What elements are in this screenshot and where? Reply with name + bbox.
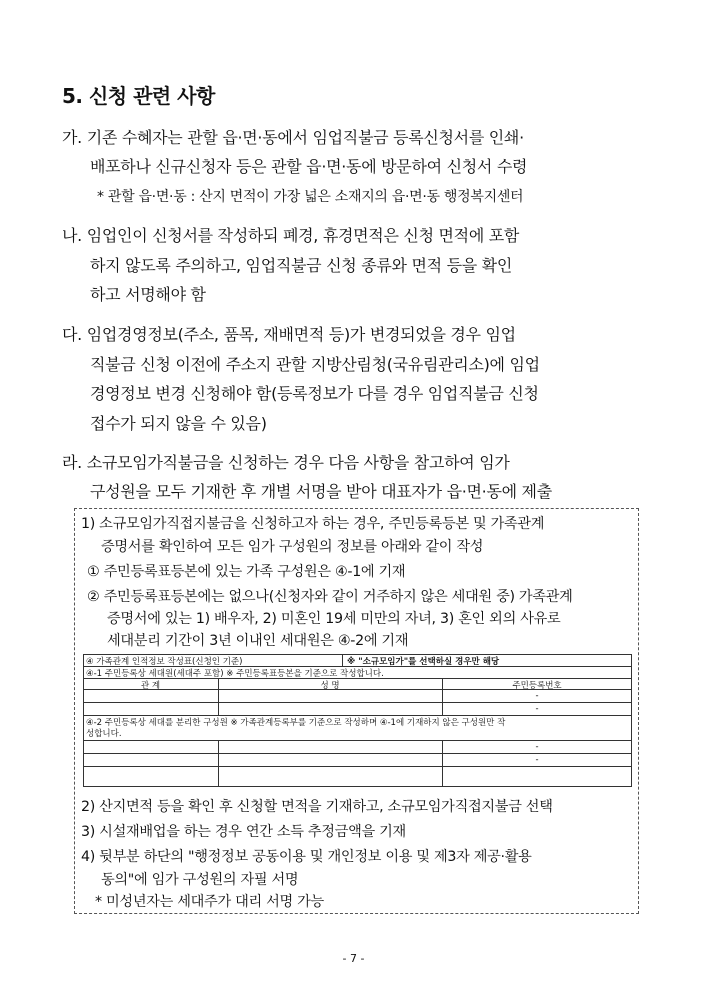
header-resident-number: 주민등록번호 [512, 681, 562, 691]
table-title: ④ 가족관계 인적정보 작성표(신청인 기준) [86, 657, 243, 667]
table-dash: - [535, 704, 539, 714]
header-relation: 관 계 [140, 681, 161, 691]
item-ga-line1: 가. 기존 수혜자는 관할 읍·면·동에서 임업직불금 등록신청서를 인쇄· [62, 128, 524, 147]
table-dash: - [535, 691, 539, 701]
box-item1-line2: 증명서를 확인하여 모든 임가 구성원의 정보를 아래와 같이 작성 [101, 539, 484, 555]
item-ga-note: * 관할 읍·면·동 : 산지 면적이 가장 넓은 소재지의 읍·면·동 행정복지센터 [97, 189, 524, 205]
table-section2-label-cont: 성합니다. [86, 729, 122, 739]
box-sub2-line2: 증명서에 있는 1) 배우자, 2) 미혼인 19세 미만의 자녀, 3) 혼인 외의 사유로 [107, 611, 561, 627]
table-dash: - [535, 755, 539, 765]
header-name: 성 명 [320, 681, 340, 691]
box-item1-line1: 1) 소규모임가직접지불금을 신청하고자 하는 경우, 주민등록등본 및 가족관계 [81, 516, 545, 532]
box-item2: 2) 산지면적 등을 확인 후 신청할 면적을 기재하고, 소규모임가직접지불금 선택 [81, 799, 553, 815]
table-title-note: ※ "소규모임가"를 선택하실 경우만 해당 [347, 657, 500, 667]
page-number: - 7 - [342, 952, 365, 965]
box-sub2-line3: 세대분리 기간이 3년 이내인 세대원은 ④-2에 기재 [107, 633, 409, 649]
box-sub1: ① 주민등록표등본에 있는 가족 구성원은 ④-1에 기재 [87, 564, 406, 580]
box-item4-line2: 동의"에 임가 구성원의 자필 서명 [101, 872, 299, 888]
item-da-line4: 접수가 되지 않을 수 있음) [90, 414, 267, 433]
table-section1-label: ④-1 주민등록상 세대원(세대주 포함) ※ 주민등록표등본을 기준으로 작성합니다. [86, 669, 384, 679]
table-dash: - [535, 742, 539, 752]
box-item3: 3) 시설재배업을 하는 경우 연간 소득 추정금액을 기재 [81, 824, 406, 840]
item-da-line3: 경영정보 변경 신청해야 함(등록정보가 다를 경우 임업직불금 신청 [90, 384, 539, 403]
item-na-line2: 하지 않도록 주의하고, 임업직불금 신청 종류와 면적 등을 확인 [90, 256, 512, 275]
item-na-line3: 하고 서명해야 함 [90, 285, 206, 304]
guidance-box [74, 508, 639, 914]
table-section2-label: ④-2 주민등록상 세대를 분리한 구성원 ※ 가족관계등록부를 기준으로 작성하며 ④-1에 기재하지 않은 구성원만 작 [86, 718, 506, 728]
family-info-table [83, 654, 632, 787]
section-title: 5. 신청 관련 사항 [62, 84, 215, 108]
item-na-line1: 나. 임업인이 신청서를 작성하되 폐경, 휴경면적은 신청 면적에 포함 [62, 226, 520, 245]
item-ga-line2: 배포하나 신규신청자 등은 관할 읍·면·동에 방문하여 신청서 수령 [90, 157, 528, 176]
item-ra-line1: 라. 소규모임가직불금을 신청하는 경우 다음 사항을 참고하여 임가 [62, 453, 510, 472]
box-note: * 미성년자는 세대주가 대리 서명 가능 [95, 894, 324, 910]
item-da-line1: 다. 임업경영정보(주소, 품목, 재배면적 등)가 변경되었을 경우 임업 [62, 325, 516, 344]
item-da-line2: 직불금 신청 이전에 주소지 관할 지방산림청(국유림관리소)에 임업 [90, 355, 540, 374]
box-item4-line1: 4) 뒷부분 하단의 "행정정보 공동이용 및 개인정보 이용 및 제3자 제공·활용 [81, 849, 532, 865]
box-sub2-line1: ② 주민등록표등본에는 없으나(신청자와 같이 거주하지 않은 세대원 중) 가족관계 [87, 589, 573, 605]
item-ra-line2: 구성원을 모두 기재한 후 개별 서명을 받아 대표자가 읍·면·동에 제출 [90, 482, 552, 501]
